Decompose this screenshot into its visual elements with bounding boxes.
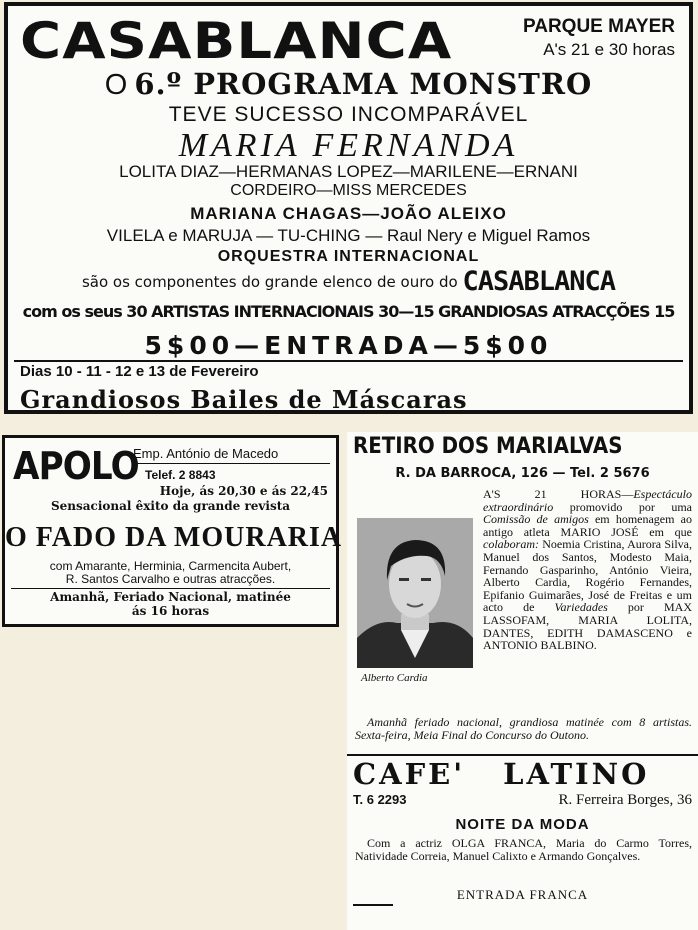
cafe-title	[353, 757, 649, 791]
casablanca-title: CASABLANCA	[20, 12, 453, 70]
casablanca-programme	[8, 67, 689, 101]
story-body-4: por MAX LASSOFAM, MARIA LOLITA, DANTES, EDITH DAMASCENO e ANTONIO BALBINO.	[483, 600, 693, 653]
summary-text: são os componentes do grande elenco de ouro do	[81, 273, 458, 291]
photo-credit: Alberto Cardia	[361, 672, 428, 684]
apolo-phone: Telef. 2 8843	[145, 468, 216, 482]
cafe-latino-ad	[347, 754, 698, 930]
divider	[347, 754, 698, 756]
apolo-showtimes: Hoje, ás 20,30 e ás 22,45	[159, 484, 328, 498]
apolo-cast-line-1: com Amarante, Herminia, Carmencita Aubert,	[49, 559, 292, 573]
portrait-image	[357, 518, 473, 668]
cafe-description: Com a actriz OLGA FRANCA, Maria do Carmo Torres, Natividade Correia, Manuel Calixto e Armando Gonçalves.	[355, 836, 692, 863]
apolo-show-title: O FADO DA MOURARIA	[5, 522, 343, 553]
casablanca-cast-line-3: MARIANA CHAGAS—JOÃO ALEIXO	[190, 204, 507, 223]
divider	[353, 904, 393, 906]
casablanca-balls: Grandiosos Bailes de Máscaras	[20, 385, 468, 414]
casablanca-star: MARIA FERNANDA	[178, 127, 519, 164]
cafe-entry: ENTRADA FRANCA	[456, 887, 589, 902]
story-body-2-italic: colaboram:	[483, 537, 539, 552]
divider	[133, 463, 330, 464]
apolo-tomorrow-1: Amanhã, Feriado Nacional, matinée	[50, 590, 291, 604]
divider	[14, 360, 683, 362]
programme-prefix: O	[104, 69, 129, 101]
programme-text: 6.º PROGRAMA MONSTRO	[134, 67, 593, 101]
casablanca-cast-summary	[8, 268, 689, 295]
summary-name: CASABLANCA	[462, 266, 616, 297]
casablanca-price: 5$00—ENTRADA—5$00	[144, 331, 553, 360]
story-body: promovido por uma	[569, 499, 692, 514]
casablanca-orchestra: ORQUESTRA INTERNACIONAL	[217, 248, 480, 265]
story-body-3-italic: Variedades	[554, 600, 608, 615]
casablanca-artists: com os seus 30 ARTISTAS INTERNACIONAIS 30—15 GRANDIOSAS ATRACÇÕES 15	[22, 302, 675, 321]
casablanca-cast-line-2: CORDEIRO—MISS MERCEDES	[230, 182, 467, 199]
divider	[11, 588, 330, 589]
cafe-title-b: LATINO	[503, 757, 650, 791]
apolo-cast-line-2: R. Santos Carvalho e outras atracções.	[65, 572, 276, 586]
retiro-title: RETIRO DOS MARIALVAS	[353, 434, 623, 459]
apolo-success: Sensacional êxito da grande revista	[50, 499, 291, 513]
apolo-company: Emp. António de Macedo	[133, 446, 279, 461]
apolo-tomorrow-2: ás 16 horas	[131, 604, 210, 618]
cafe-address: R. Ferreira Borges, 36	[558, 792, 692, 808]
casablanca-venue: PARQUE MAYER	[522, 16, 675, 37]
casablanca-cast-line-4: VILELA e MARUJA — TU-CHING — Raul Nery e Miguel Ramos	[106, 226, 591, 245]
portrait-photo	[357, 518, 473, 668]
casablanca-cast-line-1: LOLITA DIAZ—HERMANAS LOPEZ—MARILENE—ERNANI	[119, 162, 578, 181]
casablanca-success: TEVE SUCESSO INCOMPARÁVEL	[168, 103, 529, 126]
cafe-event: NOITE DA MODA	[455, 816, 590, 833]
retiro-address: R. DA BARROCA, 126 — Tel. 2 5676	[395, 466, 650, 481]
story-body-italic: Comissão de amigos	[483, 512, 589, 527]
casablanca-hours: A's 21 e 30 horas	[543, 40, 675, 59]
cafe-phone: T. 6 2293	[353, 792, 407, 807]
story-body-2: em homenagem ao antigo atleta MARIO JOSÉ em que	[483, 512, 692, 539]
story-lead: A'S 21 HORAS—	[483, 487, 634, 501]
story-body-3: Noemia Cristina, Aurora Silva, Manuel dos Santos, Modesto Maia, Fernando Gasparinho, António Vieira, Alberto Cardia, Rogério Fernandes, Epifanio Guimarães, José de Freitas e um acto de	[483, 537, 693, 615]
apolo-title: APOLO	[13, 444, 139, 488]
story-lead-italic: Espectáculo extraordinário	[483, 487, 692, 514]
casablanca-dates: Dias 10 - 11 - 12 e 13 de Fevereiro	[20, 363, 259, 380]
apolo-ad	[2, 435, 343, 627]
casablanca-ad	[4, 2, 693, 414]
cafe-title-a: CAFE'	[353, 757, 466, 791]
retiro-tomorrow: Amanhã feriado nacional, grandiosa matinée com 8 artistas. Sexta-feira, Meia Final do Concurso do Outono.	[355, 715, 692, 742]
